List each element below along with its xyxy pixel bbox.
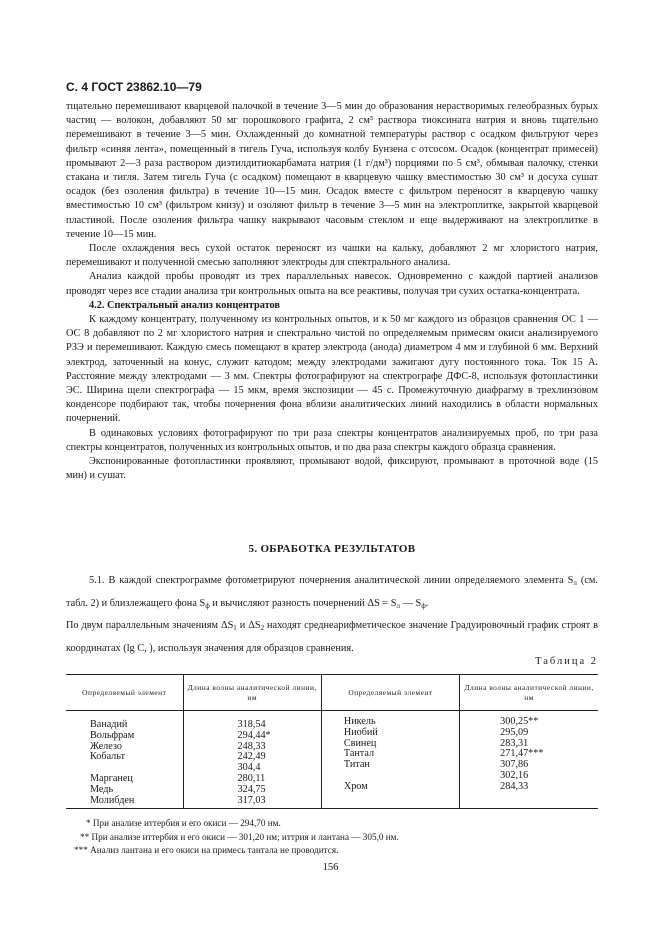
element-name: Медь — [90, 783, 114, 795]
wavelength-value: 307,86 — [500, 759, 529, 771]
header-wavelength-left: Длина волны аналитической линии, нм — [183, 675, 321, 711]
paragraph-development: Экспонированные фотопластинки проявляют, промывают водой, фиксируют, промывают в проточной воде (15 мин) и сушат. — [66, 456, 598, 482]
paragraph-photography: В одинаковых условиях фотографируют по три раза спектры концентратов анализируемых проб, по три раза спектры концентратов, полученных из контрольных опытов, и по два раза спектры каждого образца сравнения. — [66, 427, 598, 453]
left-elements-cell — [66, 711, 183, 809]
element-name: Кобальт — [90, 751, 125, 763]
wavelength-value: 242,49 — [237, 751, 266, 763]
wavelength-value: 283,31 — [500, 737, 529, 749]
wavelength-value: 302,16 — [500, 769, 529, 781]
element-name: Молибден — [90, 794, 135, 806]
wavelength-value: 248,33 — [237, 740, 266, 752]
paragraph-cooling: После охлаждения весь сухой остаток переносят из чашки на кальку, добавляют 2 мг хлористого натрия, перемешивают и полученной смесью заполняют электроды для спектрального анализа. — [66, 243, 598, 269]
table-header-row — [66, 675, 598, 711]
element-name: Железо — [90, 740, 122, 752]
results-text — [66, 571, 598, 658]
paragraph-spectral-analysis: К каждому концентрату, полученному из контрольных опытов, и к 50 мг каждого из образцов сравнения ОС 1 — ОС 8 добавляют по 2 мг хлористого натрия и спектрально чистой по определяемым примесям окиси анализируемого РЗЭ и перемешивают. Каждую смесь помещают в кратер электрода (анода) диаметром 4 мм и глубиной 6 мм. Верхний электрод, заточенный на конус, служит катодом; между электродами зажигают дугу постоянного тока. Ток 15 А. Расстояние между электродами — 3 мм. Спектры фотографируют на спектрографе ДФС-8, используя фотопластинки ЭС. Ширина щели спектрографа — 15 мкм, время экспозиции — 45 с. Промежуточную диафрагму в трехлинзовом конденсоре подбирают так, чтобы почернения фона вблизи аналитических линий находились в области нормальных почернений. — [66, 314, 598, 425]
header-element-right: Определяемый элемент — [321, 675, 459, 711]
right-elements-cell — [321, 711, 459, 809]
header-element-left: Определяемый элемент — [66, 675, 183, 711]
wavelength-table — [66, 674, 598, 809]
footnote-3: *** Анализ лантана и его окиси на примесь тантала не проводится. — [74, 845, 339, 855]
wavelength-value: 317,03 — [237, 794, 266, 806]
table-footnotes — [66, 817, 598, 858]
footnote-1: * При анализе иттербия и его окиси — 294,70 нм. — [86, 818, 281, 828]
wavelength-value: 318,54 — [237, 719, 266, 730]
left-values-cell — [183, 711, 321, 809]
running-header: С. 4 ГОСТ 23862.10—79 — [66, 80, 202, 94]
footnote-2: ** При анализе иттербия и его окиси — 301,20 нм; иттрия и лантана — 305,0 нм. — [80, 831, 399, 842]
table-row — [66, 711, 598, 809]
element-name: Вольфрам — [90, 729, 135, 741]
wavelength-value: 284,33 — [500, 780, 529, 792]
wavelength-value: 300,25** — [500, 716, 539, 727]
element-name: Тантал — [343, 748, 375, 760]
element-name: Марганец — [90, 772, 133, 784]
main-text — [66, 100, 598, 483]
element-name: Свинец — [343, 737, 377, 749]
element-name: Титан — [343, 759, 370, 771]
paragraph-parallel-samples: Анализ каждой пробы проводят из трех параллельных навесок. Одновременно с каждой партией анализов проводят через все стадии анализа три контрольных опыта на все реактивы, получая три сухих остатка-концентрата. — [66, 271, 598, 297]
paragraph-continuation: тщательно перемешивают кварцевой палочкой в течение 3—5 мин до образования нерастворимых гелеобразных бурых частиц — волокон, добавляют 50 мг порошкового графита, 2 см³ раствора тиоксината натрия и вновь тщательно перемешивают в течение 3—5 мин. Охлажденный до комнатной температуры раствор с осадком фильтруют через фильтр «синяя лента», помещенный в тигель Гуча, используя колбу Бунзена с отсосом. Осадок (концентрат примесей) промывают 2—3 раза раствором диэтилдитиокарбамата натрия (1 г/дм³) порциями по 5 см³, обмывая палочку, стенки стакана и тигля. Затем тигель Гуча (с осадком) помещают в кварцевую чашку вместимостью 30 см³ и досуха сушат осадок (без озоления фильтра) в течение 10—15 мин. Осадок вместе с фильтром переносят в кварцевую чашку вместимостью 10 см³ (фильтром книзу) и озоляют фильтр в течение 3—5 мин на электроплитке, закрытой кварцевой пластиной. После озоления фильтра чашку накрывают часовым стеклом и еще выдерживают на электроплитке в течение 10—15 мин. — [66, 101, 598, 240]
element-name: Никель — [343, 716, 376, 727]
paragraph-results: 5.1. В каждой спектрограмме фотометрируют почернения аналитической линии определяемого элемента $S_л$ (см. табл. 2) и близлежащего фона $S_ф$ и вычисляют разность почернений $\Delta S = S_л$ — $S_ф$. — [66, 575, 599, 610]
page-number: 156 — [322, 862, 339, 873]
wavelength-value: 295,09 — [500, 726, 529, 738]
wavelength-value: 271,47*** — [500, 748, 544, 760]
subsection-heading: 4.2. Спектральный анализ концентратов — [89, 299, 280, 311]
element-name: Ниобий — [343, 726, 378, 738]
wavelength-value: 280,11 — [237, 772, 266, 784]
section-title: 5. ОБРАБОТКА РЕЗУЛЬТАТОВ — [248, 543, 416, 555]
wavelength-value: 324,75 — [237, 783, 266, 795]
header-wavelength-right: Длина волны аналитической линии, нм — [460, 675, 598, 711]
table-caption: Таблица 2 — [535, 656, 598, 667]
element-name: Ванадий — [90, 719, 128, 730]
wavelength-value: 294,44* — [237, 729, 271, 741]
element-name: Хром — [343, 780, 368, 792]
wavelength-value: 304,4 — [237, 762, 261, 774]
right-values-cell — [460, 711, 598, 809]
paragraph-calibration: По двум параллельным значениям $\Delta S_1$ и $\Delta S_2$ находят среднеарифметическое значение Градуировочный график строят в координатах (lg C, ), используя значения для образцов сравнения. — [66, 620, 598, 654]
